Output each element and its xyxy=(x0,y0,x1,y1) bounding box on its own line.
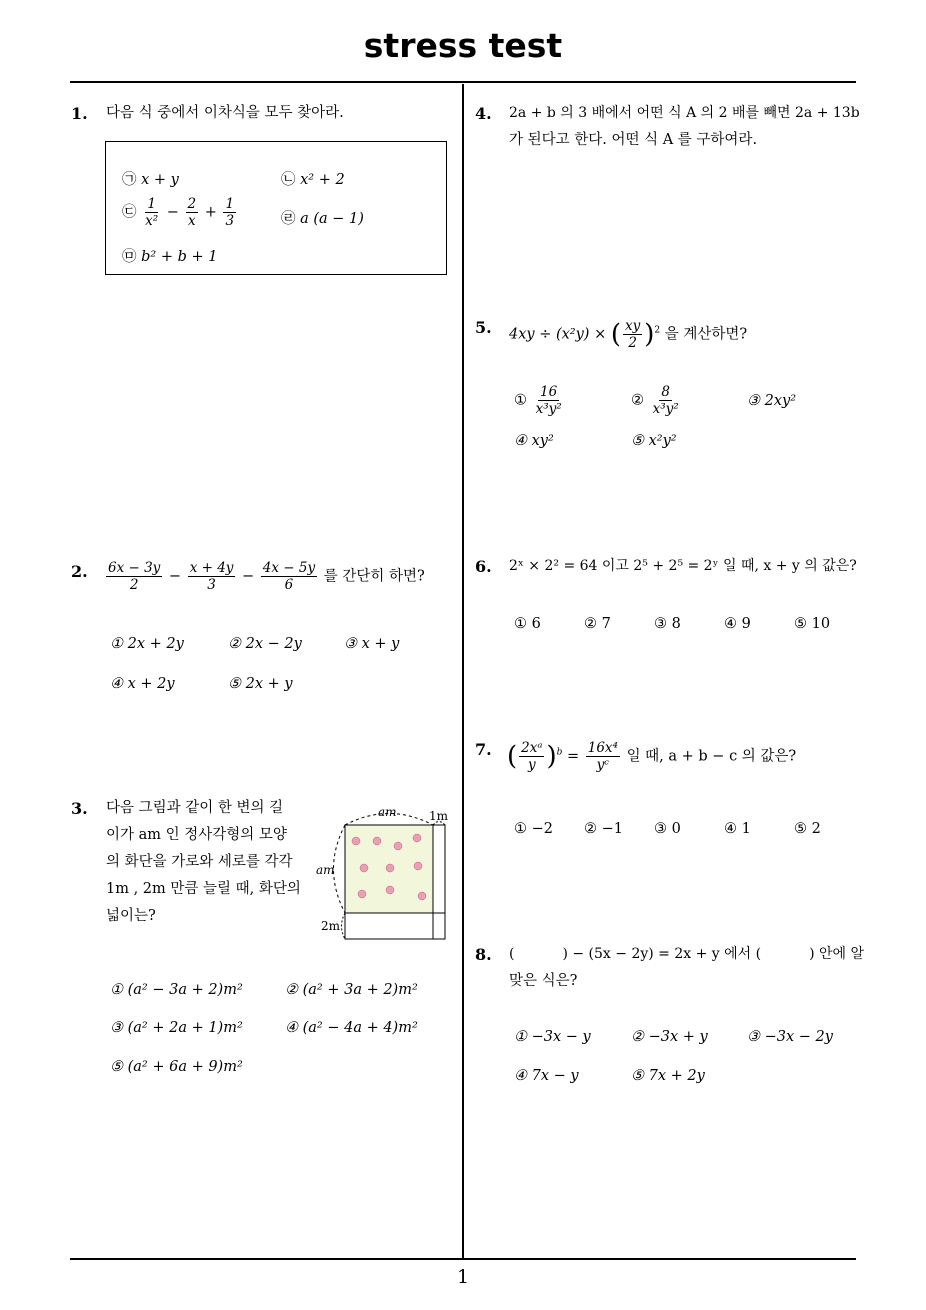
question-7-text: ( $\frac{\text{2xᵃ}}{y}$ )$^b$ = $\frac{\text{16x⁴}}{\text{yᶜ}}$ 일 때, a + b − c 의 값은? xyxy=(507,740,797,773)
question-3-line-1: 다음 그림과 같이 한 변의 길 xyxy=(106,800,284,816)
q6-option-5: ⑤ 10 xyxy=(794,616,831,632)
question-8-line-1: ( ) − (5x − 2y) = 2x + y 에서 ( ) 안에 알 xyxy=(509,946,865,962)
fraction: $\frac{xy}{2}$ xyxy=(624,318,641,351)
q5-option-2: ② $\frac{8}{\text{x³y²}}$ xyxy=(631,384,679,417)
question-3-line-2: 이가 am 인 정사각형의 모양 xyxy=(106,827,287,843)
question-3-line-5: 넓이는? xyxy=(106,908,156,924)
q7-option-1: ① −2 xyxy=(514,821,553,837)
q5-option-1: ① $\frac{16}{\text{x³y²}}$ xyxy=(514,384,562,417)
q2-option-4: ④ x + 2y xyxy=(110,676,175,692)
q5-option-4: ④ xy² xyxy=(514,433,554,449)
q3-option-4: ④ (a² − 4a + 4)m² xyxy=(285,1020,418,1036)
q1-choice-e: ㉤ b² + b + 1 xyxy=(122,249,218,265)
flower-icon xyxy=(360,864,368,872)
fraction: $\frac{\text{2xᵃ}}{y}$ xyxy=(521,740,543,773)
fraction: $\frac{2}{x}$ xyxy=(187,196,197,229)
fraction: $\frac{8}{\text{x³y²}}$ xyxy=(652,384,679,417)
q5-option-5: ⑤ x²y² xyxy=(631,433,677,449)
question-6-number: 6. xyxy=(475,557,492,576)
label-right-1m: 1m xyxy=(429,809,449,823)
question-2-text: $\frac{6x - 3y}{2}$ − $\frac{x + 4y}{3}$ − $\frac{4x - 5y}{6}$ 를 간단히 하면? xyxy=(108,560,425,593)
flower-icon xyxy=(413,834,421,842)
question-7-number: 7. xyxy=(475,740,492,759)
page-title: stress test xyxy=(363,26,563,65)
flower-icon xyxy=(418,892,426,900)
q1-choice-a: ㉠ x + y xyxy=(122,172,179,188)
question-3-line-3: 의 화단을 가로와 세로를 각각 xyxy=(106,854,293,870)
q8-option-3: ③ −3x − 2y xyxy=(747,1029,833,1045)
flower-icon xyxy=(414,862,422,870)
q7-option-5: ⑤ 2 xyxy=(794,821,821,837)
question-4-line-1: 2a + b 의 3 배에서 어떤 식 A 의 2 배를 빼면 2a + 13b xyxy=(509,105,860,121)
q7-option-4: ④ 1 xyxy=(724,821,751,837)
q2-option-2: ② 2x − 2y xyxy=(228,636,302,652)
garden-figure xyxy=(310,800,458,948)
flower-icon xyxy=(352,837,360,845)
question-6-text: 2ˣ × 2² = 64 이고 2⁵ + 2⁵ = 2ʸ 일 때, x + y 의 값은? xyxy=(509,558,857,574)
q6-option-2: ② 7 xyxy=(584,616,611,632)
q2-option-3: ③ x + y xyxy=(344,636,400,652)
question-1-text: 다음 식 중에서 이차식을 모두 찾아라. xyxy=(106,105,344,121)
label-top-am: am xyxy=(378,805,397,819)
flower-icon xyxy=(358,890,366,898)
q8-option-5: ⑤ 7x + 2y xyxy=(631,1068,705,1084)
question-4-line-2: 가 된다고 한다. 어떤 식 A 를 구하여라. xyxy=(509,132,758,148)
question-2-number: 2. xyxy=(71,562,88,581)
q6-option-1: ① 6 xyxy=(514,616,541,632)
header-rule xyxy=(70,81,856,83)
fraction: $\frac{6x - 3y}{2}$ xyxy=(108,560,161,593)
page-number: 1 xyxy=(456,1266,470,1288)
q1-choice-d: ㉣ a (a − 1) xyxy=(281,211,364,227)
q3-option-1: ① (a² − 3a + 2)m² xyxy=(110,982,243,998)
fraction: $\frac{1}{3}$ xyxy=(225,196,235,229)
flower-icon xyxy=(386,886,394,894)
flower-icon xyxy=(394,842,402,850)
column-divider xyxy=(462,84,464,1259)
question-3-number: 3. xyxy=(71,799,88,818)
bottom-dimension-arc xyxy=(342,913,346,939)
fraction: $\frac{x + 4y}{3}$ xyxy=(189,560,234,593)
question-8-number: 8. xyxy=(475,945,492,964)
question-5-text: 4xy ÷ (x²y) × ( $\frac{xy}{2}$ )$^2$ 을 계산하면? xyxy=(509,318,748,351)
flower-icon xyxy=(373,837,381,845)
q8-option-2: ② −3x + y xyxy=(631,1029,708,1045)
q3-option-3: ③ (a² + 2a + 1)m² xyxy=(110,1020,243,1036)
fraction: $\frac{16}{\text{x³y²}}$ xyxy=(535,384,562,417)
fraction: $\frac{\text{16x⁴}}{\text{yᶜ}}$ xyxy=(587,740,618,773)
q6-option-4: ④ 9 xyxy=(724,616,751,632)
question-1-number: 1. xyxy=(71,104,88,123)
left-dimension-arc xyxy=(334,825,346,913)
q1-choice-c: ㉢ $\frac{1}{\text{x²}}$ − $\frac{2}{x}$ + $\frac{1}{3}$ xyxy=(122,196,235,229)
q3-option-5: ⑤ (a² + 6a + 9)m² xyxy=(110,1059,243,1075)
question-5-number: 5. xyxy=(475,318,492,337)
label-left-am: am xyxy=(316,863,335,877)
q6-option-3: ③ 8 xyxy=(654,616,681,632)
question-3-line-4: 1m , 2m 만큼 늘릴 때, 화단의 xyxy=(106,881,301,897)
q8-option-1: ① −3x − y xyxy=(514,1029,591,1045)
q7-option-3: ③ 0 xyxy=(654,821,681,837)
footer-rule xyxy=(70,1258,856,1260)
q2-option-1: ① 2x + 2y xyxy=(110,636,184,652)
question-4-number: 4. xyxy=(475,104,492,123)
question-8-line-2: 맞은 식은? xyxy=(509,973,578,989)
q3-option-2: ② (a² + 3a + 2)m² xyxy=(285,982,418,998)
q5-option-3: ③ 2xy² xyxy=(747,393,797,409)
fraction: $\frac{4x - 5y}{6}$ xyxy=(262,560,316,593)
flower-icon xyxy=(386,864,394,872)
q2-option-5: ⑤ 2x + y xyxy=(228,676,293,692)
q1-choice-b: ㉡ x² + 2 xyxy=(281,172,345,188)
q8-option-4: ④ 7x − y xyxy=(514,1068,579,1084)
q7-option-2: ② −1 xyxy=(584,821,623,837)
label-bottom-2m: 2m xyxy=(321,919,341,933)
fraction: $\frac{1}{\text{x²}}$ xyxy=(145,196,159,229)
